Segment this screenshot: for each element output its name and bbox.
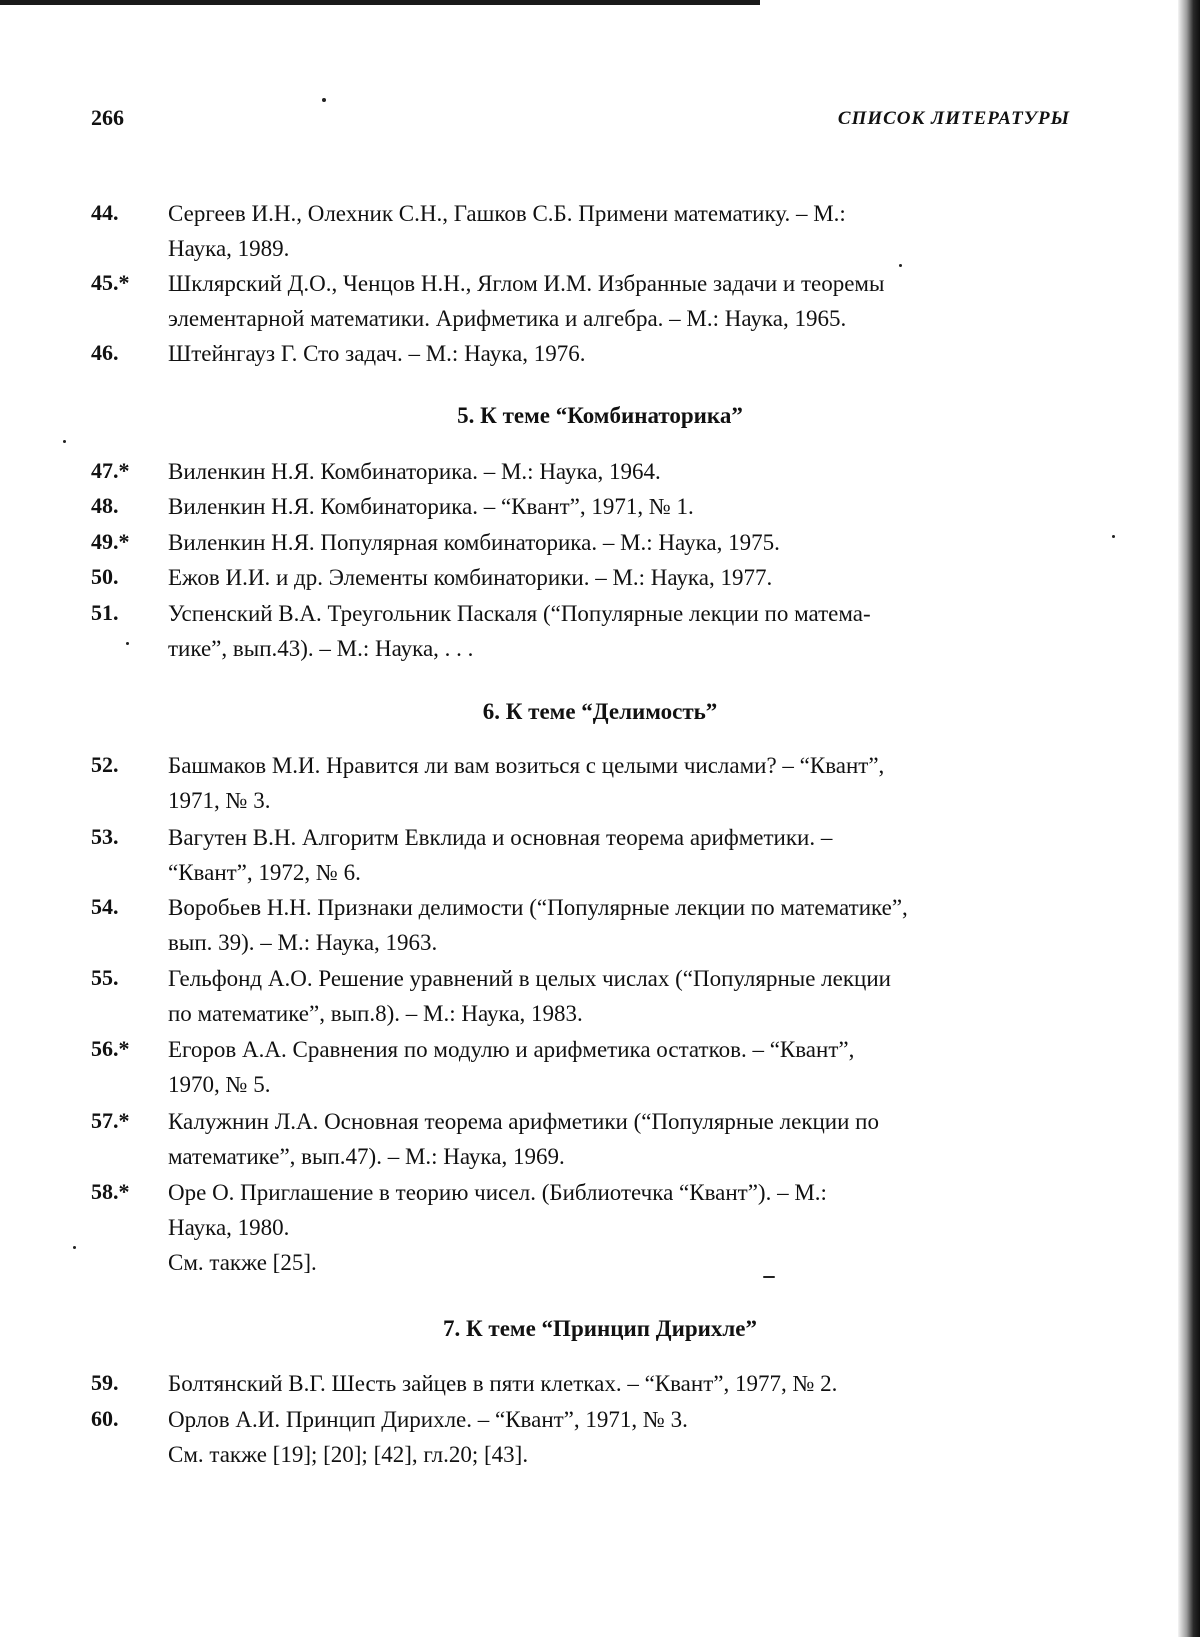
entry-line: Орлов А.И. Принцип Дирихле. – “Квант”, 1971, № 3. xyxy=(168,1407,688,1432)
scan-speck xyxy=(126,642,129,645)
entry-line: Вагутен В.Н. Алгоритм Евклида и основная теорема арифметики. – xyxy=(168,825,833,850)
scan-speck xyxy=(763,1276,775,1278)
page-number: 266 xyxy=(91,105,124,130)
scan-speck xyxy=(73,1246,76,1249)
entry-number: 60. xyxy=(91,1406,119,1431)
entry-line: Наука, 1980. xyxy=(168,1215,290,1240)
entry-number: 59. xyxy=(91,1370,119,1395)
entry-number: 49.* xyxy=(91,529,130,554)
entry-number: 50. xyxy=(91,564,119,589)
entry-text xyxy=(168,1366,1088,1401)
entry-line: Виленкин Н.Я. Комбинаторика. – “Квант”, 1971, № 1. xyxy=(168,494,694,519)
entry-line: по математике”, вып.8). – М.: Наука, 1983. xyxy=(168,1001,583,1026)
entry-text xyxy=(168,336,1088,371)
entry-number: 48. xyxy=(91,493,119,518)
scan-speck xyxy=(1112,535,1115,538)
entry-line: Наука, 1989. xyxy=(168,236,290,261)
entry-text xyxy=(168,1032,1088,1102)
entry-text xyxy=(168,596,1088,666)
section-heading-5: 5. К теме “Комбинаторика” xyxy=(457,403,743,428)
entry-line: 1971, № 3. xyxy=(168,788,271,813)
section-heading-7: 7. К теме “Принцип Дирихле” xyxy=(443,1316,757,1341)
entry-number: 58.* xyxy=(91,1179,130,1204)
entry-line: Успенский В.А. Треугольник Паскаля (“Популярные лекции по матема- xyxy=(168,601,871,626)
entry-text xyxy=(168,454,1088,489)
entry-text xyxy=(168,560,1088,595)
entry-number: 51. xyxy=(91,600,119,625)
entry-text xyxy=(168,748,1088,818)
entry-text xyxy=(168,525,1088,560)
entry-line: Воробьев Н.Н. Признаки делимости (“Популярные лекции по математике”, xyxy=(168,895,908,920)
entry-number: 47.* xyxy=(91,458,130,483)
entry-line: 1970, № 5. xyxy=(168,1072,271,1097)
entry-text xyxy=(168,1175,1088,1280)
entry-number: 53. xyxy=(91,824,119,849)
entry-line: Оре О. Приглашение в теорию чисел. (Библиотечка “Квант”). – М.: xyxy=(168,1180,827,1205)
entry-line: Болтянский В.Г. Шесть зайцев в пяти клетках. – “Квант”, 1977, № 2. xyxy=(168,1371,838,1396)
entry-number: 55. xyxy=(91,965,119,990)
scan-edge-shadow xyxy=(1176,0,1200,1637)
entry-see-also: См. также [19]; [20]; [42], гл.20; [43]. xyxy=(168,1442,529,1467)
entry-line: Штейнгауз Г. Сто задач. – М.: Наука, 1976. xyxy=(168,341,586,366)
top-scan-rule xyxy=(0,0,760,5)
running-head: СПИСОК ЛИТЕРАТУРЫ xyxy=(837,108,1070,129)
entry-number: 54. xyxy=(91,894,119,919)
entry-text xyxy=(168,1402,1088,1472)
entry-number: 52. xyxy=(91,752,119,777)
entry-text xyxy=(168,961,1088,1031)
entry-line: Башмаков М.И. Нравится ли вам возиться с целыми числами? – “Квант”, xyxy=(168,753,885,778)
section-heading-6: 6. К теме “Делимость” xyxy=(482,699,718,724)
entry-line: Шклярский Д.О., Ченцов Н.Н., Яглом И.М. Избранные задачи и теоремы xyxy=(168,271,885,296)
entry-text xyxy=(168,196,1088,266)
entry-see-also: См. также [25]. xyxy=(168,1250,317,1275)
entry-number: 57.* xyxy=(91,1108,130,1133)
entry-text xyxy=(168,489,1088,524)
entry-line: “Квант”, 1972, № 6. xyxy=(168,860,361,885)
entry-line: Виленкин Н.Я. Комбинаторика. – М.: Наука, 1964. xyxy=(168,459,661,484)
entry-line: Егоров А.А. Сравнения по модулю и арифметика остатков. – “Квант”, xyxy=(168,1037,855,1062)
entry-text xyxy=(168,266,1088,336)
entry-number: 44. xyxy=(91,200,119,225)
entry-line: тике”, вып.43). – М.: Наука, . . . xyxy=(168,636,474,661)
entry-number: 56.* xyxy=(91,1036,130,1061)
entry-line: математике”, вып.47). – М.: Наука, 1969. xyxy=(168,1144,565,1169)
scan-speck xyxy=(63,440,66,443)
entry-line: вып. 39). – М.: Наука, 1963. xyxy=(168,930,438,955)
entry-text xyxy=(168,890,1088,960)
entry-number: 45.* xyxy=(91,270,130,295)
entry-text xyxy=(168,820,1088,890)
entry-line: Калужнин Л.А. Основная теорема арифметики (“Популярные лекции по xyxy=(168,1109,879,1134)
entry-line: Виленкин Н.Я. Популярная комбинаторика. – М.: Наука, 1975. xyxy=(168,530,780,555)
scan-speck xyxy=(899,264,902,267)
entry-number: 46. xyxy=(91,340,119,365)
entry-line: Сергеев И.Н., Олехник С.Н., Гашков С.Б. Примени математику. – М.: xyxy=(168,201,846,226)
scan-speck xyxy=(322,98,326,102)
entry-text xyxy=(168,1104,1088,1174)
entry-line: элементарной математики. Арифметика и алгебра. – М.: Наука, 1965. xyxy=(168,306,847,331)
entry-line: Гельфонд А.О. Решение уравнений в целых числах (“Популярные лекции xyxy=(168,966,891,991)
entry-line: Ежов И.И. и др. Элементы комбинаторики. – М.: Наука, 1977. xyxy=(168,565,773,590)
